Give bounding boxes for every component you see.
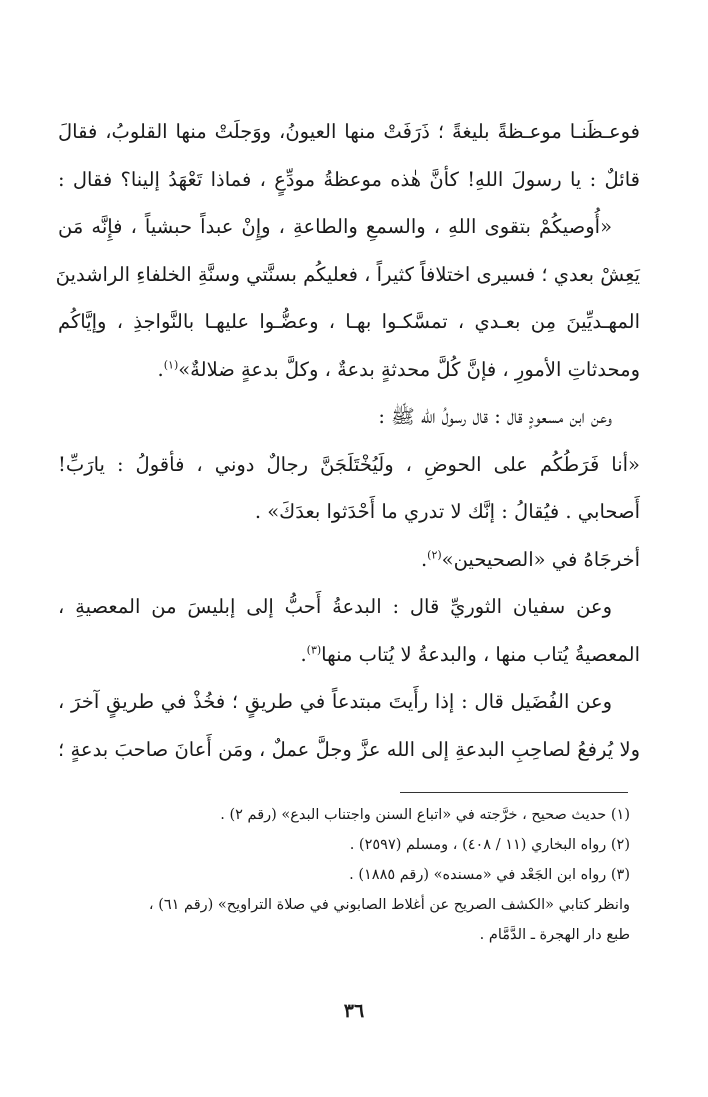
text-fragment: أخرجَاهُ في «الصحيحين»: [441, 547, 640, 571]
footnote: (٣) رواه ابن الجَعْد في «مسنده» (رقم ١٨٨٥) .: [349, 867, 630, 883]
footnotes: [52, 800, 630, 950]
footnote-reference: (٢): [427, 548, 442, 561]
text-line: المهـديِّينَ مِن بعـدي ، تمسَّكـوا بهـا ، وعضُّـوا عليهـا بالنَّواجذِ ، وإيَّاكُم: [58, 310, 640, 333]
footnote-divider: [400, 792, 628, 793]
text-line: [58, 631, 640, 679]
text-line: ولا يُرفعُ لصاحِبِ البدعةِ إلى الله عزَّ وجلَّ عملٌ ، ومَن أَعانَ صاحبَ بدعةٍ ؛: [58, 737, 640, 761]
main-text: [55, 108, 640, 773]
text-line: وعن ابن مسعودٍ قال : قال رسولُ الله ﷺ :: [378, 405, 612, 428]
footnote-reference: (٣): [306, 643, 322, 656]
text-line: وعن سفيان الثوريِّ قال : البدعةُ أَحبُّ إلى إبليسَ من المعصيةِ ،: [58, 595, 612, 618]
text-line: قائلٌ : يا رسولَ اللهِ! كأنَّ هٰذه موعظةُ مودِّعٍ ، فماذا تَعْهَدُ إلينا؟ فقال :: [58, 167, 640, 191]
footnote: طبع دار الهجرة ـ الدَّمَّام .: [479, 927, 630, 943]
page-number: ٣٦: [343, 1000, 365, 1022]
text-line: «أنا فَرَطُكُم على الحوضِ ، ولَيُخْتَلَجَنَّ رجالٌ دوني ، فأقولُ : يارَبِّ!: [58, 452, 640, 476]
footnote: (١) حديث صحيح ، خرَّجته في «اتباع السنن واجتناب البدع» (رقم ٢) .: [220, 807, 630, 823]
text-fragment: .: [300, 642, 307, 666]
text-fragment: .: [157, 357, 164, 381]
text-line: [58, 536, 640, 584]
text-fragment: المعصيةُ يُتاب منها ، والبدعةُ لا يُتاب منها: [321, 642, 640, 666]
text-fragment: .: [420, 547, 428, 571]
text-line: وعن الفُضَيل قال : إذا رأَيتَ مبتدعاً في طريقٍ ؛ فخُذْ في طريقٍ آخرَ ،: [58, 690, 612, 713]
text-line: فوعـظَنـا موعـظةً بليغةً ؛ ذَرَفَتْ منها العيونُ، ووَجلَتْ منها القلوبُ، فقالَ: [58, 120, 640, 143]
footnote-reference: (١): [163, 358, 179, 371]
text-fragment: ومحدثاتِ الأمورِ ، فإنَّ كُلَّ محدثةٍ بدعةٌ ، وكلَّ بدعةٍ ضلالةٌ»: [178, 357, 640, 381]
footnote: (٢) رواه البخاري (١١ / ٤٠٨) ، ومسلم (٢٥٩٧) .: [349, 837, 630, 853]
text-line: «أُوصيكُمْ بتقوى اللهِ ، والسمعِ والطاعةِ ، وإِنْ عبداً حبشياً ، فإِنَّه مَن: [58, 215, 612, 238]
footnote: وانظر كتابي «الكشف الصريح عن أغلاط الصابوني في صلاة التراويح» (رقم ٦١) ،: [148, 897, 630, 913]
text-line: [58, 346, 640, 394]
text-line: أَصحابي . فيُقالُ : إنَّك لا تدري ما أَحْدَثوا بعدَكَ» .: [254, 500, 640, 523]
text-line: يَعِشْ بعدي ؛ فسيرى اختلافاً كثيراً ، فعليكُم بسنَّتي وسنَّةِ الخلفاءِ الراشدينَ: [55, 262, 640, 286]
